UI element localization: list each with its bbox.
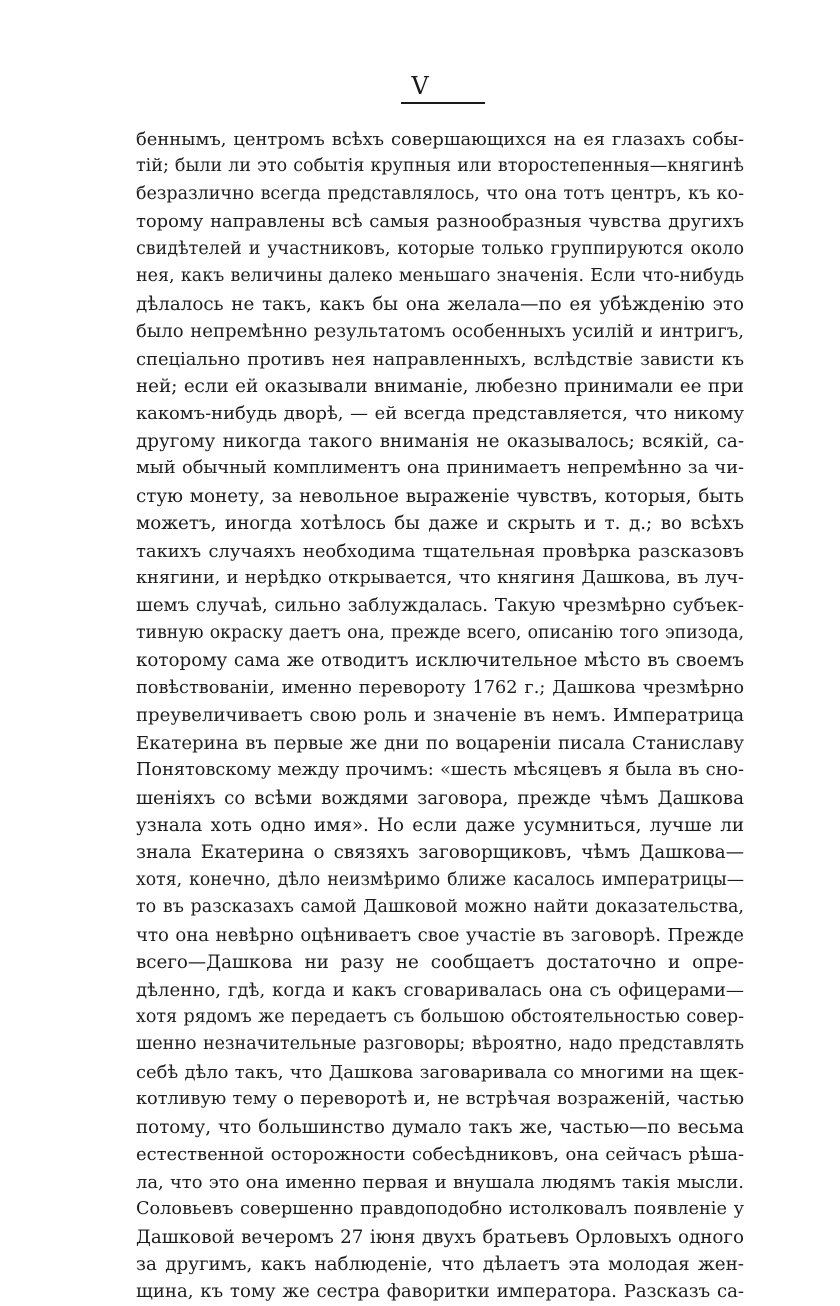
text-line: торому направлены всѣ самыя разнообразныя чувства другихъ [136,211,744,233]
text-line: повѣствованіи, именно перевороту 1762 г.; Дашкова чрезмѣрно [136,677,744,698]
text-line: другому никогда такого вниманія не оказывалось; всякій, са- [136,430,744,452]
text-line: дѣлалось не такъ, какъ бы она желала—по ея убѣжденію это [136,293,744,315]
text-line: шемъ случаѣ, сильно заблуждалась. Такую чрезмѣрно субъек- [136,595,744,617]
text-line: тивную окраску даетъ она, прежде всего, описанію того эпизода, [136,622,744,643]
text-line: то въ разсказахъ самой Дашковой можно найти доказательства, [136,897,744,918]
text-line: можетъ, иногда хотѣлось бы даже и скрыть и т. д.; во всѣхъ [136,513,744,535]
text-line: хотя, конечно, дѣло неизмѣримо ближе касалось императрицы— [136,869,744,890]
body-text [136,126,744,1306]
text-line: беннымъ, центромъ всѣхъ совершающихся на ея глазахъ собы- [136,129,744,150]
text-line: Понятовскому между прочимъ: «шесть мѣсяцевъ я была въ сно- [136,760,744,781]
text-line: хотя рядомъ же передаетъ съ большою обстоятельностью совер- [136,1007,744,1027]
text-line: безразлично всегда представлялось, что она тотъ центръ, къ ко- [136,183,744,204]
text-line: преувеличиваетъ свою роль и значеніе въ немъ. Императрица [136,705,744,727]
text-line: ней; если ей оказывали вниманіе, любезно принимали ее при [136,375,744,397]
text-line: за другимъ, какъ наблюденіе, что дѣлаетъ эта молодая жен- [136,1253,744,1275]
text-line: шеніяхъ со всѣми вождями заговора, прежде чѣмъ Дашкова [136,787,744,809]
text-line: щина, къ тому же сестра фаворитки императора. Разсказъ са- [136,1281,744,1303]
text-line: узнала хоть одно имя». Но если даже усумниться, лучше ли [136,814,744,836]
text-line: спеціально противъ нея направленныхъ, вслѣдствіе зависти къ [136,348,744,370]
text-line: котливую тему о переворотѣ и, не встрѣчая возраженій, частью [136,1089,744,1110]
text-line: было непремѣнно результатомъ особенныхъ усилій и интригъ, [136,321,744,343]
text-line: стую монету, за невольное выраженіе чувствъ, которыя, быть [136,485,744,507]
text-line: Соловьевъ совершенно правдоподобно истолковалъ появленіе у [136,1199,744,1220]
text-line: Екатерина въ первые же дни по воцареніи писала Станиславу [136,732,744,754]
text-line: Дашковой вечеромъ 27 іюня двухъ братьевъ Орловыхъ одного [136,1226,744,1248]
page-number: V [411,72,429,100]
text-line: свидѣтелей и участниковъ, которые только группируются около [136,238,744,259]
text-line: себѣ дѣло такъ, что Дашкова заговаривала со многими на щек- [136,1061,744,1083]
header-rule [401,102,485,104]
text-line: знала Екатерина о связяхъ заговорщиковъ, чѣмъ Дашкова— [136,842,744,864]
text-line: такихъ случаяхъ необходима тщательная провѣрка разсказовъ [136,540,744,562]
text-line: которому сама же отводитъ исключительное мѣсто въ своемъ [136,650,744,672]
text-line: тій; были ли это событія крупныя или второстепенныя—княгинѣ [136,156,744,177]
text-line: всего—Дашкова ни разу не сообщаетъ достаточно и опре- [136,952,744,974]
text-line: княгини, и нерѣдко открывается, что княгиня Дашкова, въ луч- [136,568,744,588]
text-line: шенно незначительные разговоры; вѣроятно, надо представлять [136,1034,744,1055]
text-line: что она невѣрно оцѣниваетъ свое участіе въ заговорѣ. Прежде [136,924,744,946]
text-line: ла, что это она именно первая и внушала людямъ такія мысли. [136,1171,744,1193]
text-line: мый обычный комплиментъ она принимаетъ непремѣнно за чи- [136,458,744,479]
text-line: какомъ-нибудь дворѣ, — ей всегда представляется, что никому [136,403,744,425]
text-line: дѣленно, гдѣ, когда и какъ сговаривалась она съ офицерами— [136,979,744,1001]
text-line: потому, что большинство думало такъ же, частью—по весьма [136,1116,744,1138]
text-line: естественной осторожности собесѣдниковъ, она сейчасъ рѣша- [136,1144,744,1166]
text-line: нея, какъ величины далеко меньшаго значенія. Если что-нибудь [136,266,744,287]
